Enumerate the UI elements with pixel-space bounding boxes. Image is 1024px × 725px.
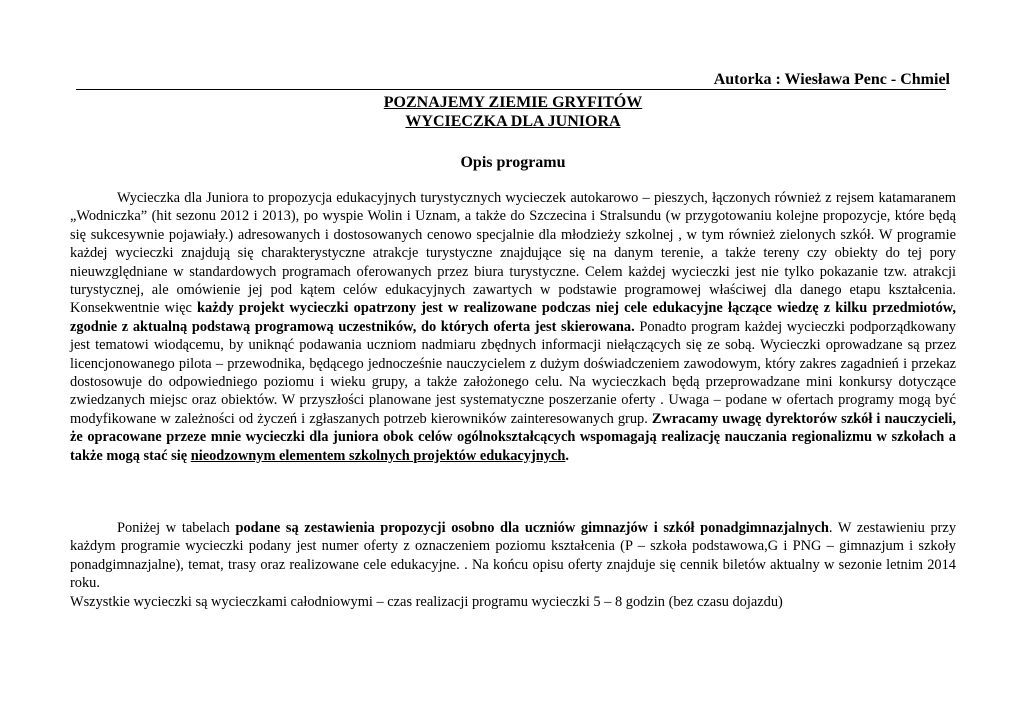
paragraph-underlined-text: nieodzownym elementem szkolnych projektów edukacyjnych <box>190 447 566 464</box>
paragraph-text: . W zestawieniu przy każdym programie wycieczki podany jest numer oferty z oznaczeniem poziomu kształcenia (P – szkoła podstawowa,G i PNG – gimnazjum i szkoły ponadgimnazjalne), temat, trasy oraz realizowane cele edukacyjne. . Na końcu opisu oferty znajduje się cennik biletów aktualny w sezonie letnim 2014 roku. <box>70 520 957 592</box>
header-rule <box>76 89 946 90</box>
paragraph-bold-text: podane są zestawienia propozycji osobno dla uczniów gimnazjów i szkół ponadgimnazjalnych <box>235 520 829 536</box>
duration-note: Wszystkie wycieczki są wycieczkami całodniowymi – czas realizacji programu wycieczki 5 – 8 godzin (bez czasu dojazdu) <box>70 594 783 610</box>
paragraph-end: . <box>565 447 569 464</box>
tables-paragraph <box>70 519 956 593</box>
author-line: Autorka : Wiesława Penc - Chmiel <box>713 71 950 88</box>
document-title: POZNAJEMY ZIEMIE GRYFITÓW <box>383 94 643 111</box>
paragraph-text: Ponadto program każdej wycieczki podporządkowany jest tematowi wiodącemu, by uniknąć podawania uczniom nadmiaru zbędnych informacji niełączących się ze sobą. Wycieczki oprowadzane są przez licencjonowanego pilota – przewodnika, będącego jednocześnie nauczycielem z dużym doświadczeniem zawodowym, który zakres zagadnień i przekaz dostosowuje do odpowiedniego poziomu i wieku grupy, a także założonego celu. Na wycieczkach będą przeprowadzane mini konkursy dotyczące zwiedzanych miejsc oraz obiektów. W przyszłości planowane jest systematyczne poszerzanie oferty . Uwaga – podane w ofertach programy mogą być modyfikowane w zależności od życzeń i zgłaszanych potrzeb kierowników zainteresowanych grup. <box>70 318 956 427</box>
document-page <box>70 0 956 725</box>
paragraph-bold-text: każdy projekt wycieczki opatrzony jest w realizowane podczas niej cele edukacyjne łączące wiedzę z kilku przedmiotów, zgodnie z aktualną podstawą programową uczestników, do których oferta jest skierowana. <box>70 300 956 335</box>
paragraph-bold-text: Zwracamy uwagę dyrektorów szkół i nauczycieli, że opracowane przeze mnie wycieczki dla juniora obok celów ogólnokształcących wspomagają realizację nauczania regionalizmu w szkołach a także mogą stać się <box>70 410 956 464</box>
description-paragraph <box>70 189 956 465</box>
document-subtitle: WYCIECZKA DLA JUNIORA <box>405 113 621 130</box>
section-heading: Opis programu <box>460 154 566 171</box>
paragraph-text: Wycieczka dla Juniora to propozycja edukacyjnych turystycznych wycieczek autokarowo – pieszych, łączonych również z rejsem katamaranem „Wodniczka” (hit sezonu 2012 i 2013), po wyspie Wolin i Uznam, a także do Szczecina i Stralsundu (w przygotowaniu kolejne propozycje, które będą się sukcesywnie pojawiały.) adresowanych i dostosowanych cenowo specjalnie dla młodzieży szkolnej , w tym również zielonych szkół. W programie każdej wycieczki znajdują się charakterystyczne atrakcje turystyczne znajdujące się na danym terenie, a także tereny czy obiekty do tej pory nieuwzględniane w standardowych programach oferowanych przez biura turystyczne. Celem każdej wycieczki jest nie tylko pokazanie tzw. atrakcji turystycznej, ale omówienie jej pod kątem celów edukacyjnych zawartych w podstawie programowej właściwej dla danego etapu kształcenia. Konsekwentnie więc <box>70 190 956 317</box>
paragraph-text: Poniżej w tabelach <box>117 520 236 536</box>
